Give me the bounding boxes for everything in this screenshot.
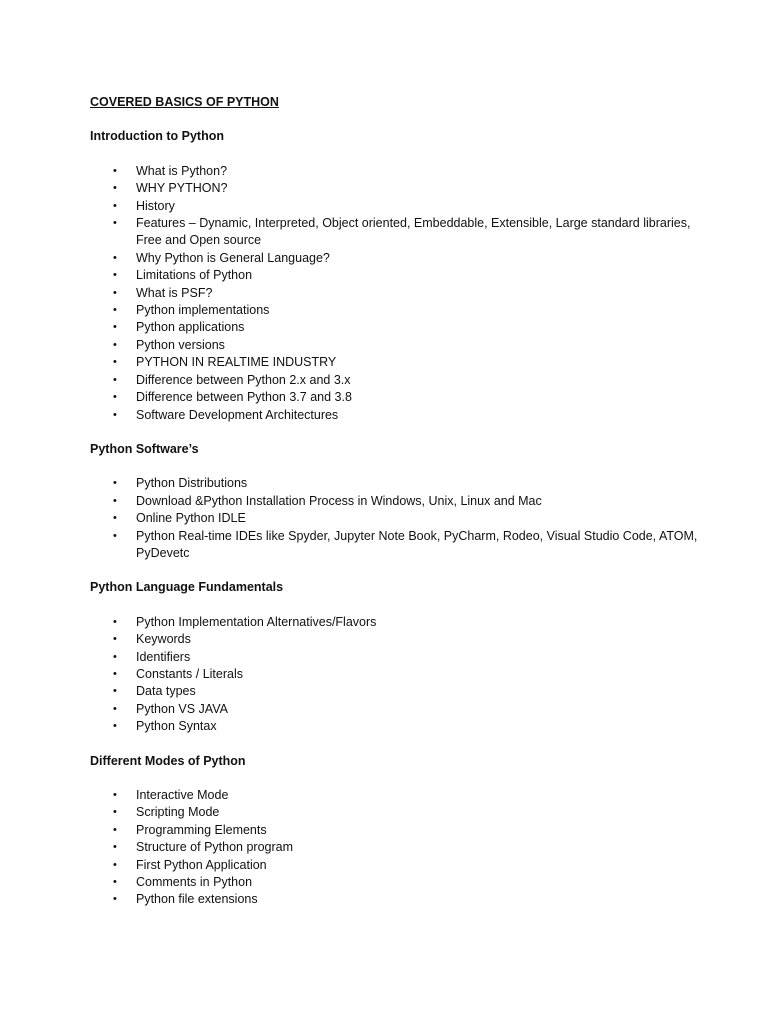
list-item-text: Features – Dynamic, Interpreted, Object oriented, Embeddable, Extensible, Large standard libraries, Free and Open source <box>136 216 691 248</box>
section-heading: Introduction to Python <box>90 129 225 144</box>
list-item-text: Python file extensions <box>136 892 258 907</box>
list-item-text: Python Implementation Alternatives/Flavors <box>136 614 377 629</box>
list-item-text: Comments in Python <box>136 875 253 890</box>
section-heading: Python Language Fundamentals <box>90 580 284 595</box>
list-item-text: History <box>136 198 175 213</box>
list-item-text: Difference between Python 2.x and 3.x <box>136 372 351 387</box>
list-item <box>90 822 710 839</box>
list-item <box>90 839 710 856</box>
list-item <box>90 528 710 563</box>
list-item <box>90 372 710 389</box>
sections-container <box>90 128 710 908</box>
bullet-icon: • <box>113 494 117 507</box>
list-item <box>90 787 710 804</box>
list-item <box>90 510 710 527</box>
list-item-text: Constants / Literals <box>136 666 243 681</box>
list-item-text: Software Development Architectures <box>136 407 339 422</box>
document-body <box>90 94 710 926</box>
bullet-icon: • <box>113 182 117 195</box>
bullet-icon: • <box>113 373 117 386</box>
list-item <box>90 804 710 821</box>
bullet-icon: • <box>113 217 117 230</box>
section-heading: Different Modes of Python <box>90 753 246 768</box>
list-item-text: Python implementations <box>136 303 270 318</box>
list-item-text: First Python Application <box>136 857 267 872</box>
bullet-icon: • <box>113 633 117 646</box>
bullet-list <box>90 163 710 424</box>
bullet-icon: • <box>113 667 117 680</box>
bullet-icon: • <box>113 893 117 906</box>
bullet-icon: • <box>113 321 117 334</box>
bullet-list <box>90 614 710 736</box>
bullet-list <box>90 475 710 562</box>
list-item <box>90 285 710 302</box>
bullet-icon: • <box>113 286 117 299</box>
list-item-text: Online Python IDLE <box>136 511 246 526</box>
bullet-icon: • <box>113 304 117 317</box>
list-item <box>90 163 710 180</box>
bullet-icon: • <box>113 823 117 836</box>
bullet-icon: • <box>113 164 117 177</box>
bullet-list <box>90 787 710 909</box>
bullet-icon: • <box>113 876 117 889</box>
list-item <box>90 319 710 336</box>
list-item-text: WHY PYTHON? <box>136 181 228 196</box>
list-item <box>90 666 710 683</box>
list-item <box>90 267 710 284</box>
list-item <box>90 302 710 319</box>
bullet-icon: • <box>113 685 117 698</box>
list-item-text: Python VS JAVA <box>136 701 228 716</box>
list-item-text: What is Python? <box>136 163 228 178</box>
list-item-text: Difference between Python 3.7 and 3.8 <box>136 390 352 405</box>
bullet-icon: • <box>113 650 117 663</box>
bullet-icon: • <box>113 251 117 264</box>
bullet-icon: • <box>113 806 117 819</box>
bullet-icon: • <box>113 529 117 542</box>
list-item <box>90 649 710 666</box>
bullet-icon: • <box>113 408 117 421</box>
list-item-text: Structure of Python program <box>136 840 294 855</box>
bullet-icon: • <box>113 199 117 212</box>
list-item-text: Python applications <box>136 320 245 335</box>
list-item-text: PYTHON IN REALTIME INDUSTRY <box>136 355 337 370</box>
list-item-text: Limitations of Python <box>136 268 253 283</box>
bullet-icon: • <box>113 615 117 628</box>
bullet-icon: • <box>113 841 117 854</box>
bullet-icon: • <box>113 512 117 525</box>
list-item <box>90 215 710 250</box>
list-item-text: Identifiers <box>136 649 191 664</box>
bullet-icon: • <box>113 789 117 801</box>
section-heading: Python Software’s <box>90 441 199 456</box>
list-item-text: Python Distributions <box>136 476 248 491</box>
list-item <box>90 493 710 510</box>
list-item-text: Python Real-time IDEs like Spyder, Jupyter Note Book, PyCharm, Rodeo, Visual Studio Code, ATOM, PyDevetc <box>136 528 698 560</box>
bullet-icon: • <box>113 269 117 282</box>
list-item-text: Keywords <box>136 632 191 647</box>
list-item <box>90 614 710 631</box>
bullet-icon: • <box>113 391 117 404</box>
list-item <box>90 891 710 908</box>
list-item-text: Download &Python Installation Process in Windows, Unix, Linux and Mac <box>136 493 542 508</box>
list-item <box>90 407 710 424</box>
list-item <box>90 874 710 891</box>
list-item <box>90 337 710 354</box>
list-item-text: Interactive Mode <box>136 788 229 802</box>
list-item <box>90 857 710 874</box>
list-item <box>90 389 710 406</box>
list-item-text: Scripting Mode <box>136 805 220 820</box>
bullet-icon: • <box>113 338 117 351</box>
bullet-icon: • <box>113 858 117 871</box>
bullet-icon: • <box>113 477 117 490</box>
bullet-icon: • <box>113 702 117 715</box>
list-item-text: Data types <box>136 684 196 699</box>
document-title: COVERED BASICS OF PYTHON <box>90 95 279 109</box>
list-item <box>90 683 710 700</box>
list-item <box>90 354 710 371</box>
list-item-text: What is PSF? <box>136 285 213 300</box>
list-item-text: Why Python is General Language? <box>136 250 330 265</box>
list-item <box>90 198 710 215</box>
list-item <box>90 250 710 267</box>
list-item-text: Programming Elements <box>136 822 267 837</box>
list-item <box>90 701 710 718</box>
list-item-text: Python versions <box>136 337 225 352</box>
list-item <box>90 718 710 735</box>
list-item <box>90 180 710 197</box>
list-item <box>90 631 710 648</box>
bullet-icon: • <box>113 720 117 733</box>
list-item <box>90 475 710 492</box>
bullet-icon: • <box>113 356 117 369</box>
list-item-text: Python Syntax <box>136 719 217 734</box>
